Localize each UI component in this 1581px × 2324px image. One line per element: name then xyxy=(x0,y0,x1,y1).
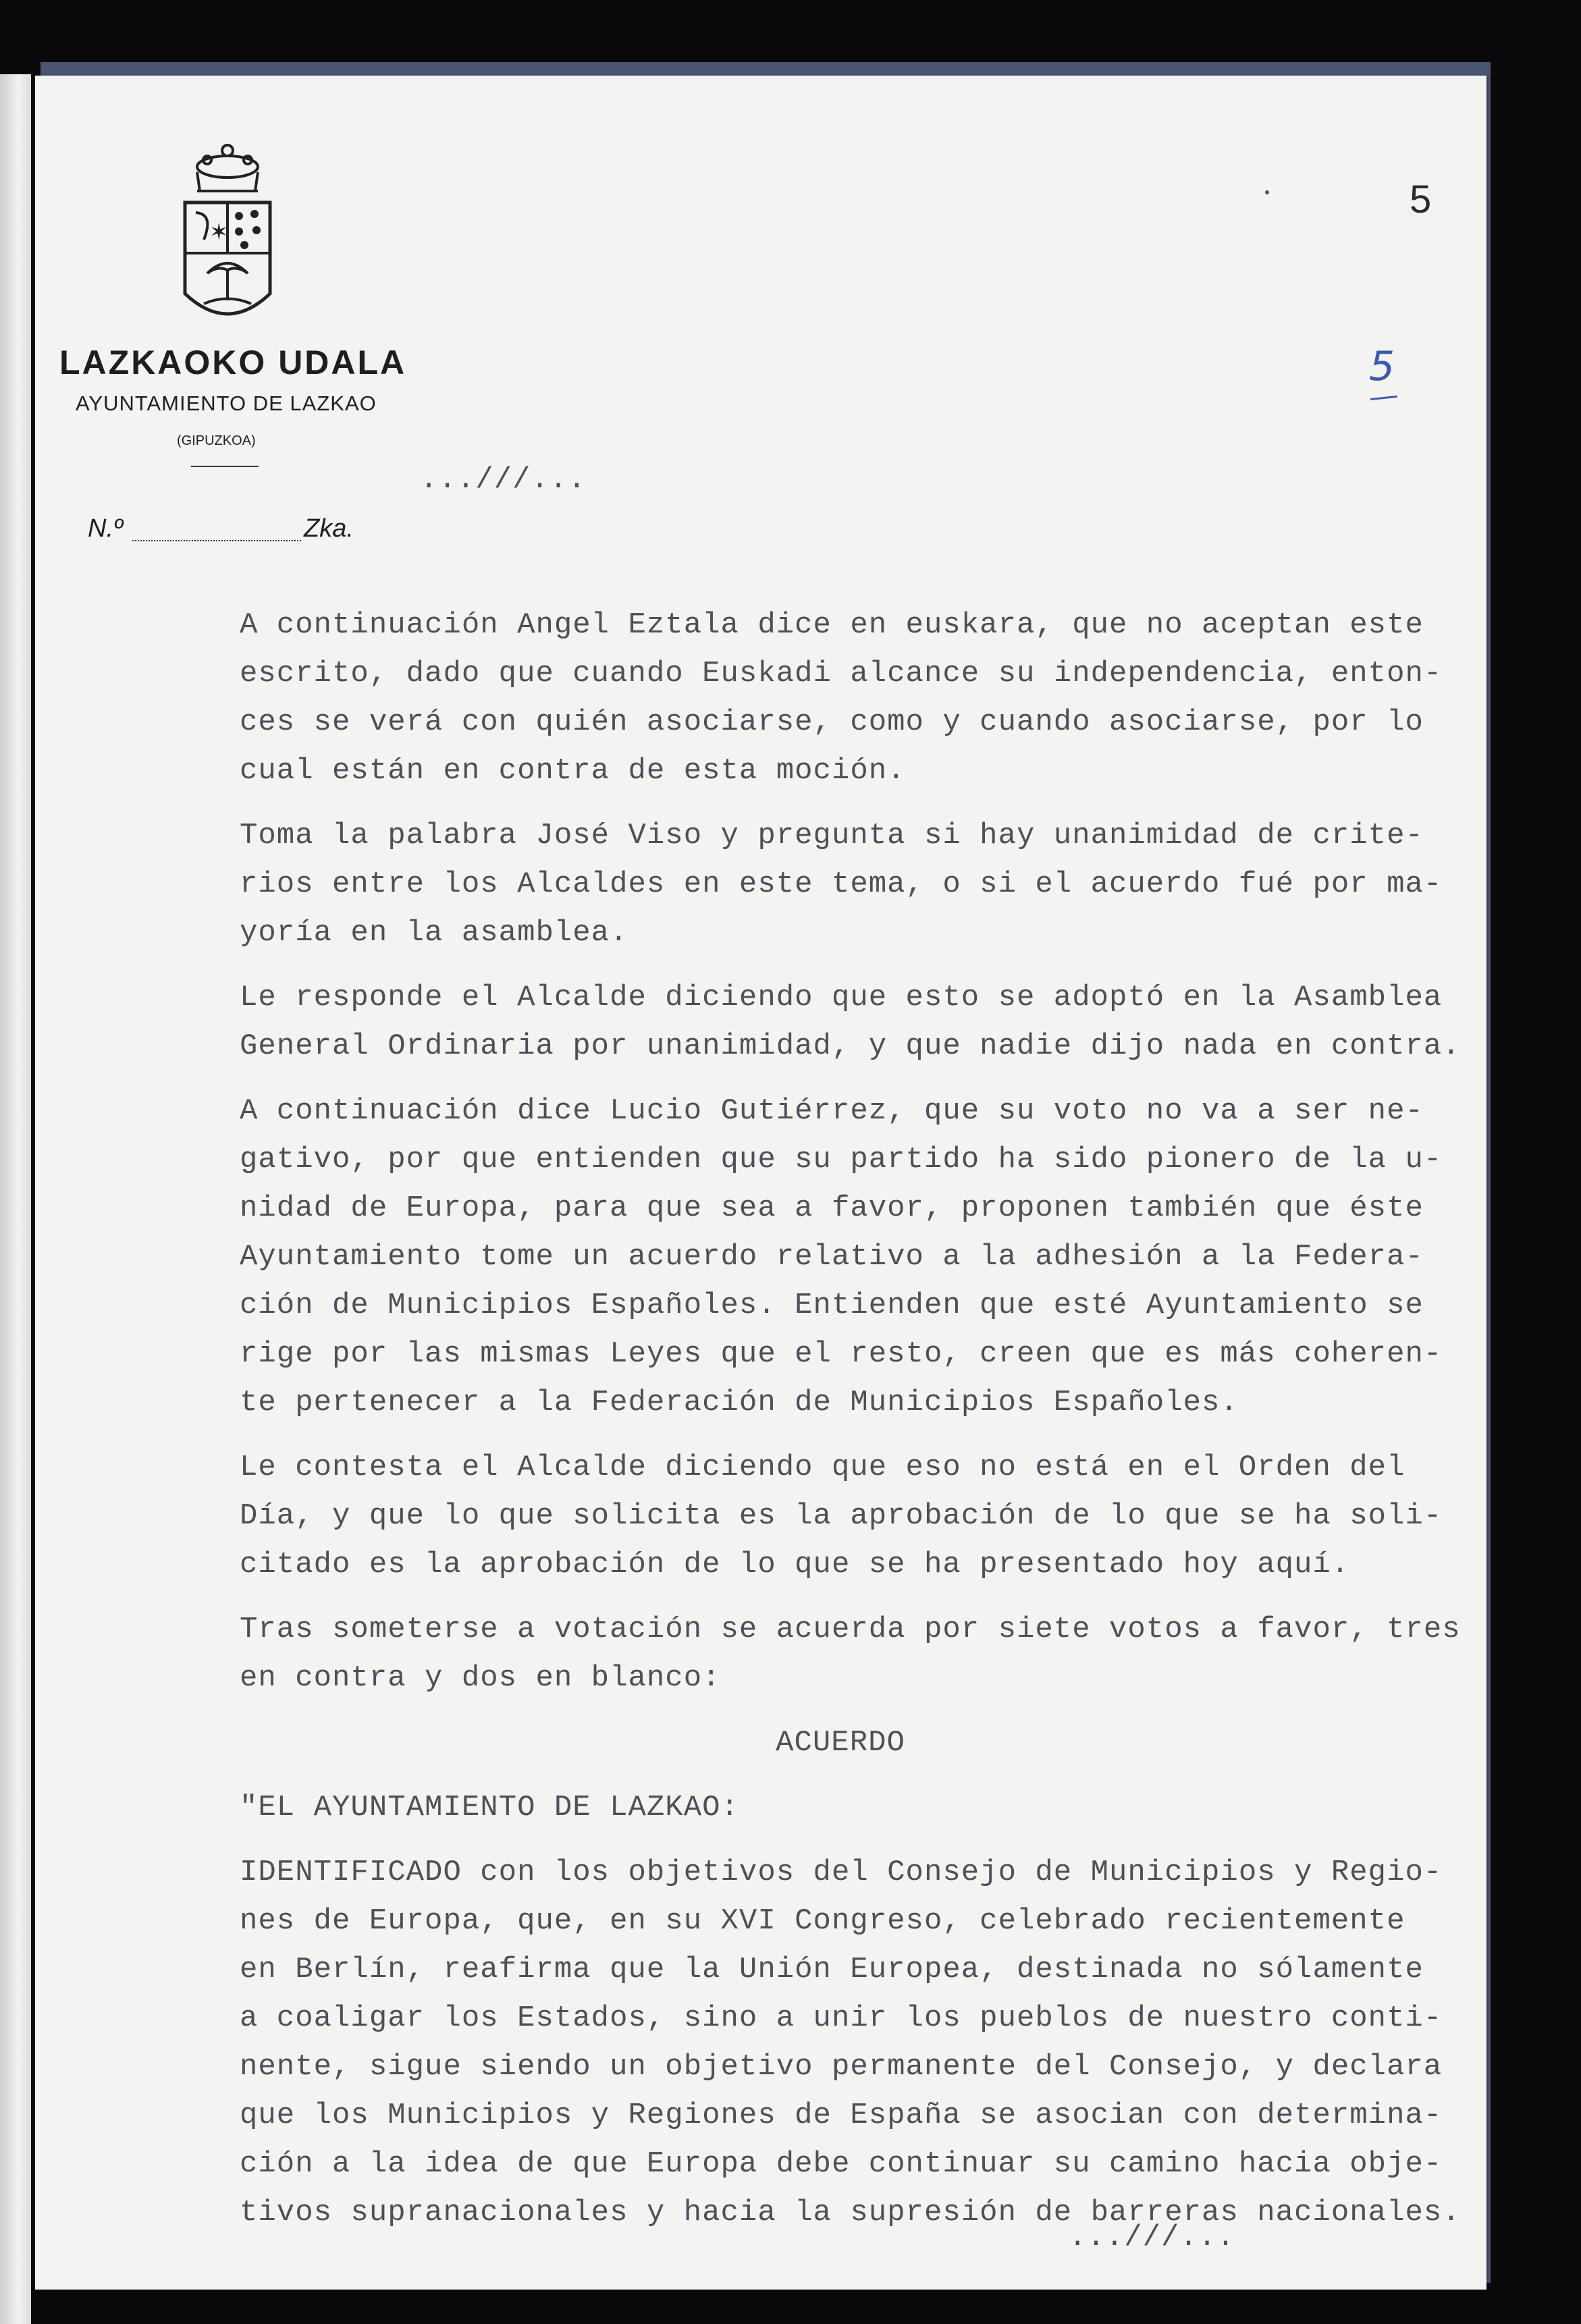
adjacent-page-edge xyxy=(0,74,31,2324)
paragraph xyxy=(240,601,1495,795)
text-line: yoría en la asamblea. xyxy=(240,916,628,950)
header-divider xyxy=(191,466,259,467)
text-line: IDENTIFICADO con los objetivos del Consejo de Municipios y Regio- xyxy=(240,1856,1443,1889)
text-line: A continuación Angel Eztala dice en euskara, que no aceptan este xyxy=(240,608,1424,642)
text-line: tivos supranacionales y hacia la supresión de barreras nacionales. xyxy=(240,2196,1461,2230)
paragraph xyxy=(240,1605,1495,1702)
paragraph xyxy=(240,1087,1495,1427)
text-line: "EL AYUNTAMIENTO DE LAZKAO: xyxy=(240,1791,739,1825)
text-line: ción de Municipios Españoles. Entienden que esté Ayuntamiento se xyxy=(240,1289,1424,1322)
text-line: gativo, por que entienden que su partido ha sido pionero de la u- xyxy=(240,1143,1443,1177)
text-line: General Ordinaria por unanimidad, y que nadie dijo nada en contra. xyxy=(240,1029,1461,1063)
handwritten-page-number: 5 xyxy=(1369,343,1395,390)
text-line: ces se verá con quién asociarse, como y cuando asociarse, por lo xyxy=(240,705,1424,739)
text-line: a coaligar los Estados, sino a unir los pueblos de nuestro conti- xyxy=(240,2001,1443,2035)
text-line: nidad de Europa, para que sea a favor, proponen también que éste xyxy=(240,1191,1424,1225)
text-line: rige por las mismas Leyes que el resto, creen que es más coheren- xyxy=(240,1337,1443,1371)
text-line: rios entre los Alcaldes en este tema, o si el acuerdo fué por ma- xyxy=(240,867,1443,901)
text-line: citado es la aprobación de lo que se ha presentado hoy aquí. xyxy=(240,1548,1350,1582)
text-line: Le responde el Alcalde diciendo que esto se adoptó en la Asamblea xyxy=(240,981,1443,1015)
svg-text:✶: ✶ xyxy=(209,219,229,246)
number-label: N.º xyxy=(88,514,123,543)
text-line: en Berlín, reafirma que la Unión Europea, destinada no sólamente xyxy=(240,1953,1424,1987)
text-line: Toma la palabra José Viso y pregunta si hay unanimidad de crite- xyxy=(240,819,1424,853)
text-line: que los Municipios y Regiones de España se asocian con determina- xyxy=(240,2099,1443,2132)
text-line: Ayuntamiento tome un acuerdo relativo a la adhesión a la Federa- xyxy=(240,1240,1424,1274)
zka-label: Zka. xyxy=(304,514,354,543)
text-line: cual están en contra de esta moción. xyxy=(240,754,906,788)
text-line: en contra y dos en blanco: xyxy=(240,1661,721,1695)
agreement-intro xyxy=(240,1783,1495,1832)
text-line: Tras someterse a votación se acuerda por siete votos a favor, tres xyxy=(240,1613,1461,1646)
text-line: nes de Europa, que, en su XVI Congreso, celebrado recientemente xyxy=(240,1904,1405,1938)
agreement-heading: ACUERDO xyxy=(776,1726,905,1760)
number-field-line xyxy=(132,540,301,541)
agreement-text xyxy=(240,1848,1495,2237)
text-line: Día, y que lo que solicita es la aprobación de lo que se ha soli- xyxy=(240,1499,1443,1533)
continuation-mark-top: ...///... xyxy=(420,463,587,497)
text-line: te pertenecer a la Federación de Municipios Españoles. xyxy=(240,1386,1239,1420)
ink-mark xyxy=(1265,190,1269,194)
municipal-coat-of-arms-icon xyxy=(177,138,278,334)
continuation-mark-bottom: ...///... xyxy=(1069,2221,1235,2254)
paragraph xyxy=(240,973,1495,1071)
page-number: 5 xyxy=(1410,178,1432,221)
text-line: nente, sigue siendo un objetivo permanente del Consejo, y declara xyxy=(240,2050,1443,2084)
document-body xyxy=(240,601,1495,2253)
province-label: (GIPUZKOA) xyxy=(177,433,256,448)
paragraph xyxy=(240,811,1495,957)
council-name: LAZKAOKO UDALA xyxy=(59,344,407,381)
text-line: A continuación dice Lucio Gutiérrez, que su voto no va a ser ne- xyxy=(240,1094,1424,1128)
council-subtitle: AYUNTAMIENTO DE LAZKAO xyxy=(76,391,377,415)
text-line: ción a la idea de que Europa debe continuar su camino hacia obje- xyxy=(240,2147,1443,2181)
text-line: Le contesta el Alcalde diciendo que eso no está en el Orden del xyxy=(240,1451,1405,1484)
text-line: escrito, dado que cuando Euskadi alcance su independencia, enton- xyxy=(240,657,1443,691)
paragraph xyxy=(240,1443,1495,1589)
